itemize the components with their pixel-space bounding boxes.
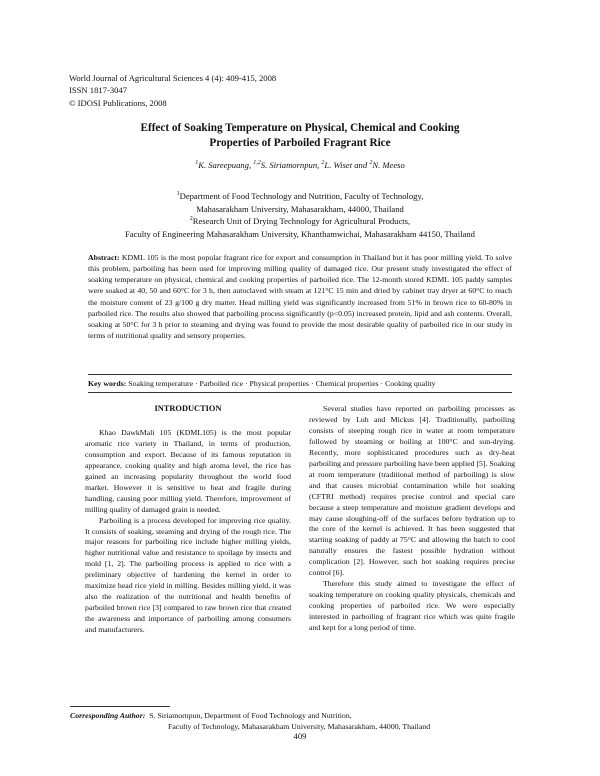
- paragraph: Parboiling is a process developed for improving rice quality. It consists of soaking, steaming and drying of the rough rice. The major reasons for parboiling rice include higher milling yields, higher nutritional value and resistance to spoilage by insects and mold [1, 2]. The parboiling process is applied to rice with a preliminary objective of hardening the kernel in order to maximize head rice yield in milling. Besides milling yield, it was also the realization of the nutritional and health benefits of parboiled brown rice [3] compared to raw brown rice that created the awareness and importance of parboiling among consumers and manufacturers.: [85, 515, 291, 635]
- paper-title: [60, 121, 540, 151]
- affiliation-2-line-2: Faculty of Engineering Mahasarakham University, Khanthamwichai, Mahasarakham 44150, Thailand: [125, 228, 475, 239]
- issn: ISSN 1817-3047: [69, 85, 128, 96]
- affiliation-1: $^1$Department of Food Technology and Nutrition, Faculty of Technology,: [176, 191, 424, 201]
- title-line-1: Effect of Soaking Temperature on Physical, Chemical and Cooking: [140, 122, 460, 134]
- right-column: [309, 404, 515, 634]
- paragraph: Several studies have reported on parboiling processes as reviewed by Luh and Mickus [4]. Traditionally, parboiling consists of steeping rough rice in water at room temperature followed by steaming or boiling at 100°C and sun-drying. Recently, more sophisticated procedures such as dry-heat parboiling and pressure parboiling have been applied [5]. Soaking at room temperature (traditional method of parboiling) is slow and that causes microbial contamination while hot soaking (CFTRI method) requires precise control and special care because a steep temperature and moisture gradient develops and may cause sloughing-off of the surfaces before hydration up to the core of the kernel is achieved. It has been suggested that starting soaking of paddy at 75°C and allowing the batch to cool naturally ensures the fastest possible hydration without complication [2]. However, such hot soaking requires precise control [6].: [309, 404, 515, 578]
- author: $^2$L. Wiset and: [321, 160, 370, 170]
- title-line-2: Properties of Parboiled Fragrant Rice: [209, 137, 391, 149]
- affiliations: [60, 190, 540, 240]
- paragraph: Therefore this study aimed to investigate the effect of soaking temperature on cooking quality physicals, chemicals and cooking properties of parboiled rice. We were especially interested in parboiling of fragrant rice which was quite fragile and kept for a long period of time.: [309, 579, 515, 633]
- author: $^1$K. Sareepuang,: [195, 160, 254, 170]
- page-number: 409: [293, 731, 307, 741]
- journal-header: [69, 72, 276, 109]
- corresponding-author-label: Corresponding Author:: [70, 711, 146, 720]
- left-column: [85, 404, 291, 636]
- author: $^{1,2}$S. Siriamornpun,: [253, 160, 322, 170]
- affiliation-1-line-2: Mahasarakham University, Mahasarakham, 44000, Thailand: [196, 203, 404, 214]
- author-list: [60, 160, 540, 170]
- keywords-text: Soaking temperature · Parboiled rice · Physical properties · Chemical properties · Cooking quality: [128, 379, 436, 388]
- footnote-rule: [70, 706, 170, 707]
- copyright: © IDOSI Publications, 2008: [69, 97, 167, 108]
- keywords-label: Key words:: [88, 379, 127, 388]
- keywords-bottom-rule: [88, 392, 512, 393]
- corresponding-author: [70, 710, 430, 732]
- abstract: [88, 252, 512, 341]
- corresponding-author-line-2: Faculty of Technology, Mahasarakham University, Mahasarakham, 44000, Thailand: [168, 722, 431, 731]
- journal-citation: World Journal of Agricultural Sciences 4 (4): 409-415, 2008: [69, 73, 277, 83]
- abstract-text: KDML 105 is the most popular fragrant rice for export and consumption in Thailand but it has poor milling yield. To solve this problem, parboiling has been used for improving milling quality of damaged rice. Our present study investigated the effect of soaking temperature on physical, chemical and cooking properties of parboiled rice. The 12-month stored KDML 105 paddy samples were soaked at 40, 50 and 60°C for 3 h, then autoclaved with steam at 121°C 15 min and dried by cabinet tray dryer at 60°C to reach the moisture content of 23 g/100 g dry matter. Head milling yield was significantly increased from 51% in brown rice to 60-80% in parboiled rice. The results also showed that parboiling process significantly (p<0.05) increased protein, lipid and ash contents. Overall, soaking at 50°C for 3 h prior to steaming and drying was found to provide the most desirable quality of parboiled rice in our study in terms of nutritional quality and sensory properties.: [88, 253, 513, 341]
- abstract-label: Abstract:: [88, 253, 120, 262]
- affiliation-2: $^2$Research Unit of Drying Technology for Agricultural Products,: [189, 216, 411, 227]
- section-heading: INTRODUCTION: [154, 404, 222, 413]
- paragraph: Khao DawkMali 105 (KDML105) is the most popular aromatic rice variety in Thailand, in terms of production, consumption and export. Because of its famous reputation in appearance, cooking quality and high aroma level, the rice has gained an increasing popularity throughout the world food market. However it is sensitive to heat and fragile during handling, causing poor milling yield. Therefore, improvement of milling quality of damaged grain is needed.: [85, 427, 291, 514]
- corresponding-author-line-1: S. Siriamornpun, Department of Food Technology and Nutrition,: [149, 711, 352, 720]
- keywords: [88, 378, 512, 389]
- author: $^2$N. Meeso: [369, 160, 405, 170]
- keywords-top-rule: [88, 374, 512, 375]
